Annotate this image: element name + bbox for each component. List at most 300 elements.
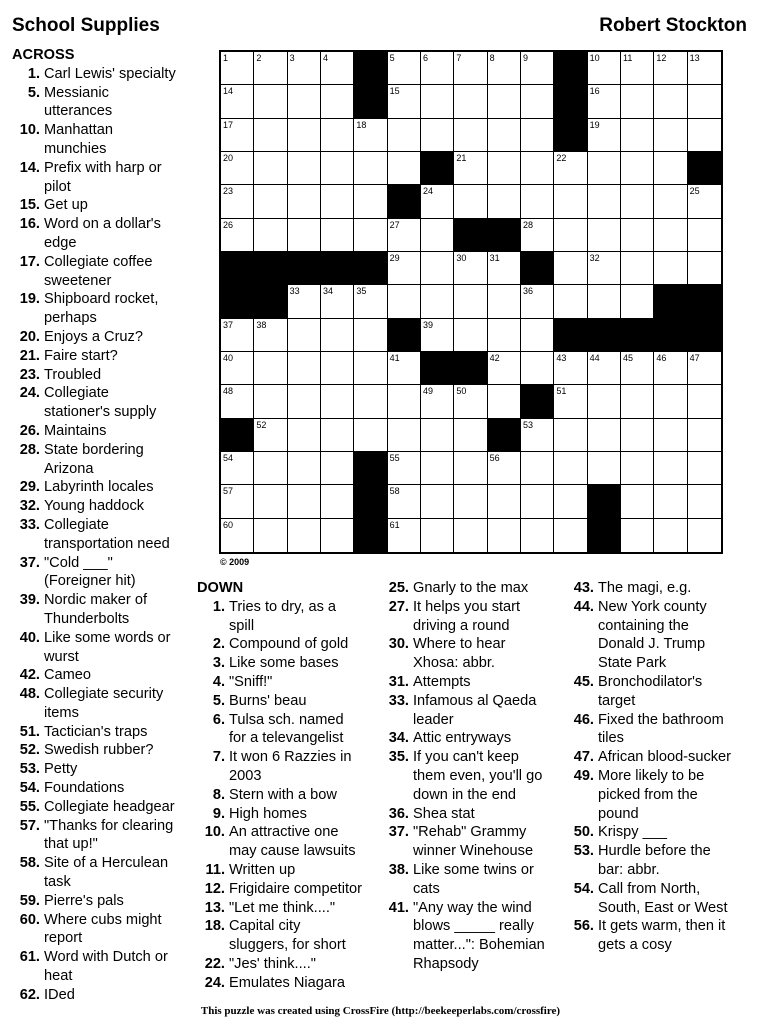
clue-item bbox=[566, 917, 746, 955]
clue-text bbox=[225, 654, 339, 673]
grid-cell bbox=[621, 252, 654, 285]
grid-cell bbox=[388, 519, 421, 552]
grid-cell bbox=[288, 252, 321, 285]
grid-cell bbox=[521, 385, 554, 418]
clue-text bbox=[40, 159, 162, 197]
cell-number: 11 bbox=[623, 53, 633, 63]
grid-cell bbox=[254, 219, 287, 252]
clue-number: 34. bbox=[388, 730, 409, 747]
cell-number: 26 bbox=[223, 219, 234, 230]
clue-text bbox=[40, 666, 91, 685]
grid-cell bbox=[621, 385, 654, 418]
clue-line: African blood-sucker bbox=[598, 749, 732, 766]
clue-line: tiles bbox=[598, 730, 624, 747]
clue-text bbox=[40, 290, 158, 328]
cell-number: 5 bbox=[389, 53, 395, 63]
grid-cell bbox=[588, 485, 621, 518]
clue-line: Frigidaire competitor bbox=[229, 880, 363, 897]
grid-cell bbox=[688, 252, 721, 285]
clue-item bbox=[12, 516, 190, 554]
grid-cell bbox=[688, 185, 721, 218]
grid-cell bbox=[688, 85, 721, 118]
clue-number: 61. bbox=[19, 949, 40, 966]
grid-cell bbox=[554, 352, 587, 385]
clue-number: 44. bbox=[573, 598, 594, 615]
grid-cell bbox=[288, 219, 321, 252]
clue-line: "Rehab" Grammy bbox=[413, 824, 527, 841]
grid-cell bbox=[354, 452, 387, 485]
grid-cell bbox=[221, 119, 254, 152]
clue-line: driving a round bbox=[413, 617, 510, 634]
clue-line: pound bbox=[598, 805, 639, 822]
cell-number: 44 bbox=[589, 353, 600, 363]
clue-item bbox=[197, 654, 375, 673]
grid-cell bbox=[521, 352, 554, 385]
grid-cell bbox=[588, 385, 621, 418]
clue-line: Faire start? bbox=[44, 347, 118, 364]
clue-line: Site of a Herculean bbox=[44, 855, 169, 872]
grid-cell bbox=[654, 152, 687, 185]
clue-line: Prefix with harp or bbox=[44, 159, 162, 176]
clue-number: 26. bbox=[19, 422, 40, 439]
clue-line: Shipboard rocket, bbox=[44, 291, 159, 308]
grid-cell bbox=[321, 152, 354, 185]
clue-line: South, East or West bbox=[598, 899, 728, 916]
clue-number: 35. bbox=[388, 749, 409, 766]
clue-number: 59. bbox=[19, 892, 40, 909]
grid-cell bbox=[588, 352, 621, 385]
grid-cell bbox=[221, 385, 254, 418]
grid-cell bbox=[588, 252, 621, 285]
grid-cell bbox=[421, 452, 454, 485]
grid-cell bbox=[588, 185, 621, 218]
clue-number: 31. bbox=[388, 673, 409, 690]
clue-number: 48. bbox=[19, 686, 40, 703]
clue-line: Word with Dutch or bbox=[44, 949, 168, 966]
clue-number: 45. bbox=[573, 673, 594, 690]
grid-cell bbox=[254, 119, 287, 152]
clue-line: Nordic maker of bbox=[44, 592, 147, 609]
grid-cell bbox=[288, 452, 321, 485]
clue-text bbox=[40, 817, 173, 855]
cell-number: 27 bbox=[389, 219, 400, 230]
clue-line: Arizona bbox=[44, 460, 94, 477]
grid-cell bbox=[221, 85, 254, 118]
grid-cell bbox=[688, 285, 721, 318]
cell-number: 31 bbox=[489, 253, 500, 263]
cell-number: 48 bbox=[223, 386, 234, 397]
grid-cell bbox=[654, 285, 687, 318]
clue-item bbox=[381, 729, 559, 748]
clue-item bbox=[197, 823, 375, 861]
clue-number: 7. bbox=[212, 749, 225, 766]
clue-line: bar: abbr. bbox=[598, 861, 660, 878]
clue-number: 2. bbox=[212, 636, 225, 653]
clue-line: Attic entryways bbox=[413, 730, 512, 747]
clue-text bbox=[40, 84, 112, 122]
clue-text bbox=[225, 955, 316, 974]
clue-line: Where cubs might bbox=[44, 911, 162, 928]
cell-number: 7 bbox=[456, 53, 462, 63]
cell-number: 47 bbox=[689, 353, 700, 363]
clue-text bbox=[40, 328, 143, 347]
grid-cell bbox=[654, 485, 687, 518]
clue-text bbox=[40, 948, 168, 986]
grid-cell bbox=[654, 52, 687, 85]
clue-number: 30. bbox=[388, 636, 409, 653]
grid-cell bbox=[554, 52, 587, 85]
grid-cell bbox=[321, 385, 354, 418]
clue-item bbox=[12, 290, 190, 328]
grid-cell bbox=[488, 285, 521, 318]
grid-cell bbox=[454, 319, 487, 352]
cell-number: 50 bbox=[456, 386, 467, 397]
clue-text bbox=[40, 384, 156, 422]
grid-cell bbox=[621, 352, 654, 385]
clue-text bbox=[594, 917, 725, 955]
clue-line: State Park bbox=[598, 655, 667, 672]
grid-cell bbox=[254, 519, 287, 552]
clue-number: 54. bbox=[19, 780, 40, 797]
clue-text bbox=[225, 598, 336, 636]
grid-cell bbox=[388, 319, 421, 352]
grid-cell bbox=[521, 119, 554, 152]
clue-number: 18. bbox=[204, 918, 225, 935]
clue-number: 5. bbox=[212, 692, 225, 709]
clue-text bbox=[40, 911, 162, 949]
clue-number: 60. bbox=[19, 911, 40, 928]
grid-cell bbox=[388, 285, 421, 318]
clue-item bbox=[381, 899, 559, 974]
clue-item bbox=[197, 861, 375, 880]
clue-number: 41. bbox=[388, 899, 409, 916]
grid-cell bbox=[688, 52, 721, 85]
clue-number: 46. bbox=[573, 711, 594, 728]
grid-cell bbox=[221, 419, 254, 452]
clue-line: High homes bbox=[229, 805, 307, 822]
clue-line: Cameo bbox=[44, 667, 92, 684]
clue-number: 62. bbox=[19, 986, 40, 1003]
grid-cell bbox=[388, 352, 421, 385]
grid-cell bbox=[388, 419, 421, 452]
cell-number: 19 bbox=[589, 119, 600, 130]
grid-cell bbox=[554, 319, 587, 352]
grid-cell bbox=[354, 352, 387, 385]
clue-line: Tactician's traps bbox=[44, 723, 148, 740]
clue-number: 10. bbox=[19, 122, 40, 139]
clue-item bbox=[197, 974, 375, 993]
grid-cell bbox=[254, 419, 287, 452]
clue-text bbox=[40, 516, 170, 554]
clue-item bbox=[197, 692, 375, 711]
clue-text bbox=[409, 861, 534, 899]
grid-cell bbox=[521, 219, 554, 252]
grid-cell bbox=[321, 119, 354, 152]
clue-text bbox=[40, 253, 152, 291]
clue-number: 20. bbox=[19, 328, 40, 345]
clue-item bbox=[12, 441, 190, 479]
clue-line: State bordering bbox=[44, 441, 144, 458]
clue-number: 47. bbox=[573, 749, 594, 766]
clue-line: Gnarly to the max bbox=[413, 580, 529, 596]
grid-cell bbox=[654, 419, 687, 452]
cell-number: 4 bbox=[323, 53, 329, 63]
grid-cell bbox=[454, 252, 487, 285]
grid-cell bbox=[654, 319, 687, 352]
cell-number: 58 bbox=[389, 486, 400, 497]
grid-cell bbox=[221, 519, 254, 552]
clue-number: 24. bbox=[19, 385, 40, 402]
clue-line: perhaps bbox=[44, 310, 97, 327]
clue-text bbox=[40, 441, 144, 479]
grid-cell bbox=[288, 352, 321, 385]
grid-cell bbox=[454, 219, 487, 252]
clue-line: Call from North, bbox=[598, 880, 701, 897]
clue-item bbox=[197, 673, 375, 692]
clue-line: New York county bbox=[598, 598, 707, 615]
grid-cell bbox=[254, 485, 287, 518]
grid-cell bbox=[421, 319, 454, 352]
clue-item bbox=[12, 478, 190, 497]
grid-cell bbox=[588, 419, 621, 452]
grid-cell bbox=[254, 52, 287, 85]
clue-number: 22. bbox=[204, 955, 225, 972]
clue-line: transportation need bbox=[44, 535, 170, 552]
clue-text bbox=[225, 692, 306, 711]
clue-text bbox=[40, 629, 171, 667]
grid-cell bbox=[321, 452, 354, 485]
grid-cell bbox=[621, 219, 654, 252]
clue-item bbox=[197, 899, 375, 918]
clue-line: Compound of gold bbox=[229, 636, 349, 653]
clue-item bbox=[566, 880, 746, 918]
clue-text bbox=[225, 880, 362, 899]
clue-line: Written up bbox=[229, 861, 296, 878]
clue-text bbox=[40, 892, 124, 911]
grid-cell bbox=[654, 185, 687, 218]
clue-item bbox=[381, 692, 559, 730]
grid-cell bbox=[421, 285, 454, 318]
grid-cell bbox=[588, 52, 621, 85]
clue-text bbox=[409, 823, 533, 861]
grid-cell bbox=[621, 485, 654, 518]
cell-number: 10 bbox=[589, 53, 600, 63]
clue-text bbox=[409, 805, 475, 824]
clue-text bbox=[225, 635, 348, 654]
cell-number: 35 bbox=[356, 286, 367, 297]
grid-cell bbox=[354, 252, 387, 285]
grid-cell bbox=[421, 519, 454, 552]
grid-cell bbox=[588, 452, 621, 485]
cell-number: 29 bbox=[389, 253, 400, 263]
grid-cell bbox=[488, 52, 521, 85]
grid-cell bbox=[221, 485, 254, 518]
clue-line: edge bbox=[44, 234, 77, 251]
cell-number: 22 bbox=[556, 153, 567, 163]
clue-text bbox=[225, 748, 351, 786]
cell-number: 6 bbox=[423, 53, 429, 63]
grid-cell bbox=[554, 419, 587, 452]
grid-cell bbox=[421, 185, 454, 218]
clue-text bbox=[225, 711, 344, 749]
grid-cell bbox=[288, 519, 321, 552]
grid-cell bbox=[388, 85, 421, 118]
clue-line: leader bbox=[413, 711, 454, 728]
grid-cell bbox=[488, 485, 521, 518]
clue-item bbox=[12, 384, 190, 422]
grid-cell bbox=[321, 419, 354, 452]
grid-cell bbox=[654, 252, 687, 285]
grid-cell bbox=[454, 385, 487, 418]
grid-cell bbox=[388, 385, 421, 418]
grid-cell bbox=[321, 485, 354, 518]
grid-cell bbox=[354, 285, 387, 318]
clue-line: Swedish rubber? bbox=[44, 742, 154, 759]
grid-cell bbox=[621, 452, 654, 485]
clue-number: 10. bbox=[204, 824, 225, 841]
clue-line: It helps you start bbox=[413, 598, 521, 615]
clue-line: The magi, e.g. bbox=[598, 580, 692, 596]
grid-cell bbox=[421, 119, 454, 152]
clue-line: cats bbox=[413, 880, 440, 897]
grid-cell bbox=[588, 219, 621, 252]
grid-cell bbox=[454, 152, 487, 185]
grid-cell bbox=[221, 219, 254, 252]
clue-text bbox=[594, 842, 711, 880]
grid-cell bbox=[554, 519, 587, 552]
clue-line: Tries to dry, as a bbox=[229, 598, 337, 615]
clue-line: Donald J. Trump bbox=[598, 636, 706, 653]
cell-number: 13 bbox=[689, 53, 700, 63]
clue-item bbox=[12, 196, 190, 215]
grid-cell bbox=[488, 219, 521, 252]
clue-item bbox=[12, 347, 190, 366]
clue-text bbox=[225, 861, 295, 880]
clue-item bbox=[12, 741, 190, 760]
grid-cell bbox=[521, 252, 554, 285]
grid-cell bbox=[521, 519, 554, 552]
clue-line: task bbox=[44, 874, 71, 891]
clue-line: "Any way the wind bbox=[413, 899, 532, 916]
clue-line: Like some bases bbox=[229, 655, 339, 672]
grid-cell bbox=[688, 219, 721, 252]
cell-number: 57 bbox=[223, 486, 234, 497]
grid-cell bbox=[588, 119, 621, 152]
across-clues bbox=[12, 46, 190, 1005]
down-heading: DOWN bbox=[197, 580, 244, 596]
clue-item bbox=[12, 84, 190, 122]
grid-cell bbox=[654, 352, 687, 385]
clue-text bbox=[409, 748, 542, 804]
clue-line: "Jes' think...." bbox=[229, 955, 316, 972]
clue-line: gets a cosy bbox=[598, 937, 672, 954]
clue-item bbox=[12, 854, 190, 892]
grid-cell bbox=[354, 385, 387, 418]
clue-number: 1. bbox=[27, 65, 40, 82]
grid-cell bbox=[488, 519, 521, 552]
clue-line: Collegiate bbox=[44, 516, 109, 533]
clue-text bbox=[594, 767, 704, 823]
grid-cell bbox=[288, 119, 321, 152]
cell-number: 49 bbox=[423, 386, 434, 397]
clue-item bbox=[566, 579, 746, 598]
clue-item bbox=[197, 955, 375, 974]
clue-number: 56. bbox=[573, 918, 594, 935]
cell-number: 53 bbox=[523, 419, 534, 430]
cell-number: 37 bbox=[223, 319, 234, 330]
clue-line: Troubled bbox=[44, 366, 102, 383]
grid-cell bbox=[688, 352, 721, 385]
clue-item bbox=[381, 805, 559, 824]
clue-line: utterances bbox=[44, 103, 113, 120]
clue-item bbox=[12, 760, 190, 779]
clue-text bbox=[594, 748, 731, 767]
grid-cell bbox=[554, 85, 587, 118]
grid-cell bbox=[321, 519, 354, 552]
grid-cell bbox=[554, 119, 587, 152]
cell-number: 17 bbox=[223, 119, 234, 130]
cell-number: 40 bbox=[223, 353, 234, 363]
clue-item bbox=[12, 629, 190, 667]
grid-cell bbox=[521, 152, 554, 185]
clue-item bbox=[566, 767, 746, 823]
clue-line: It won 6 Razzies in bbox=[229, 749, 352, 766]
grid-cell bbox=[354, 185, 387, 218]
clue-item bbox=[12, 911, 190, 949]
grid-cell bbox=[388, 52, 421, 85]
cell-number: 46 bbox=[656, 353, 667, 363]
clue-line: Rhapsody bbox=[413, 955, 479, 972]
clue-line: Shea stat bbox=[413, 805, 475, 822]
clue-item bbox=[381, 673, 559, 692]
grid-cell bbox=[621, 519, 654, 552]
clue-line: sweetener bbox=[44, 272, 112, 289]
clue-text bbox=[40, 854, 168, 892]
grid-cell bbox=[521, 85, 554, 118]
clue-number: 33. bbox=[19, 516, 40, 533]
clue-number: 5. bbox=[27, 84, 40, 101]
clue-line: munchies bbox=[44, 140, 107, 157]
clue-line: If you can't keep bbox=[413, 749, 519, 766]
grid-cell bbox=[521, 485, 554, 518]
grid-cell bbox=[421, 485, 454, 518]
clue-item bbox=[197, 598, 375, 636]
down-clues-3 bbox=[566, 579, 746, 955]
clue-item bbox=[12, 892, 190, 911]
clue-number: 54. bbox=[573, 880, 594, 897]
grid-cell bbox=[554, 385, 587, 418]
grid-cell bbox=[454, 452, 487, 485]
clue-number: 21. bbox=[19, 347, 40, 364]
cell-number: 28 bbox=[523, 219, 534, 230]
clue-number: 16. bbox=[19, 216, 40, 233]
clue-line: Attempts bbox=[413, 673, 471, 690]
clue-line: "Thanks for clearing bbox=[44, 817, 174, 834]
clue-number: 55. bbox=[19, 798, 40, 815]
grid-cell bbox=[421, 352, 454, 385]
clue-line: More likely to be bbox=[598, 767, 705, 784]
clue-text bbox=[40, 215, 161, 253]
grid-cell bbox=[454, 52, 487, 85]
grid-cell bbox=[321, 185, 354, 218]
grid-cell bbox=[254, 285, 287, 318]
grid-cell bbox=[554, 485, 587, 518]
clue-number: 11. bbox=[205, 861, 225, 878]
grid-cell bbox=[421, 152, 454, 185]
grid-cell bbox=[621, 319, 654, 352]
grid-cell bbox=[454, 185, 487, 218]
grid-cell bbox=[554, 285, 587, 318]
